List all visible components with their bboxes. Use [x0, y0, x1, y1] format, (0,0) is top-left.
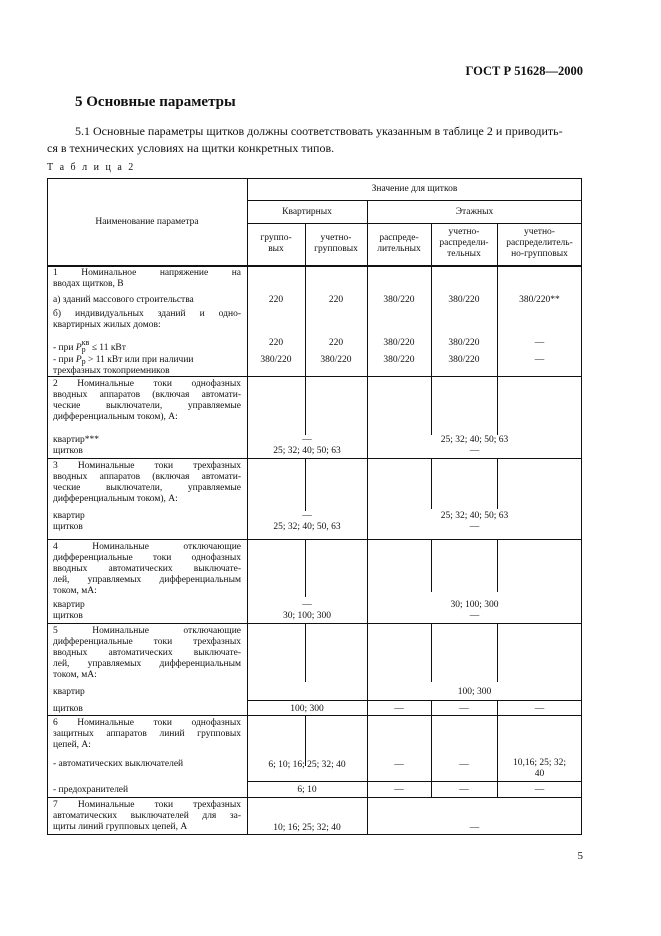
row3-flat-value: — [302, 511, 312, 521]
table-divider [431, 624, 432, 682]
table-divider [431, 459, 432, 509]
row5-title: дифференциальные токи трехфазных [53, 637, 241, 647]
row4-title: 4 Номинальные отключающие [53, 542, 241, 552]
row1b2-label: трехфазных токоприемников [53, 366, 170, 376]
header-col-group: группо- вых [260, 233, 292, 254]
row6-fuse-flat-value: 6; 10 [297, 785, 317, 795]
table-divider [497, 540, 498, 592]
row2-title: 2 Номинальные токи однофазных [53, 379, 241, 389]
row5-flat-value: 100; 300 [290, 704, 324, 714]
row7-title: 7 Номинальные токи трехфазных [53, 800, 241, 810]
table-border-left [47, 178, 48, 835]
row5-title: током, мА: [53, 670, 97, 680]
row1b2-value: 380/220 [448, 355, 480, 365]
table-rule [247, 200, 582, 201]
table-rule [247, 223, 582, 224]
row5-title: вводных автоматических выключате- [53, 648, 241, 658]
row6-fuse-meter-distribution-group-value: — [534, 785, 545, 795]
table-rule [247, 700, 582, 701]
row1b2-value: 380/220 [260, 355, 292, 365]
paragraph-line-1: 5.1 Основные параметры щитков должны соответствовать указанным в таблице 2 и приводить- [75, 124, 563, 138]
row1a-value: 380/220 [448, 295, 480, 305]
row5-shield-label: щитков [53, 704, 83, 714]
table-border-bottom [47, 834, 582, 835]
row1b-label: б) индивидуальных зданий и одно- [53, 309, 241, 319]
row3-title: дифференциальным током), А: [53, 494, 178, 504]
row1-title: 1 Номинальное напряжение на [53, 268, 241, 278]
row4-shield-label: щитков [53, 611, 83, 621]
row1a-value: 220 [328, 295, 344, 305]
table-rule [47, 715, 582, 716]
row5-title: лей, управляемых дифференциальным [53, 659, 241, 669]
row3-flat-value: 25; 32; 40; 50, 63 [273, 522, 341, 532]
table-divider [497, 624, 498, 682]
row1b2-value: — [534, 355, 545, 365]
row3-title: ческие выключатели, управляемые [53, 483, 241, 493]
row6-auto-meter-distribution-group-value: 10,16; 25; 32; 40 [512, 758, 567, 779]
document-code: ГОСТ Р 51628—2000 [465, 64, 583, 78]
page-number: 5 [577, 850, 583, 862]
row5-meter-distribution-value: — [459, 704, 469, 714]
row2-flat-label: квартир*** [53, 435, 100, 445]
table-divider [431, 377, 432, 435]
table-divider [305, 377, 306, 435]
table-rule [47, 623, 582, 624]
parameters-table [47, 178, 582, 835]
row4-title: током, мА: [53, 586, 97, 596]
row1b2-label: - при $P_р > 11$ кВт или при наличии [53, 355, 194, 366]
row1-title: вводах щитков, В [53, 279, 124, 289]
header-col-meter-distribution: учетно- распредели- тельных [439, 227, 489, 259]
row7-title: щиты линий групповых цепей, А [53, 822, 188, 832]
row4-flat-label: квартир [53, 600, 85, 610]
table-divider [305, 716, 306, 766]
row4-floor-value: 30; 100; 300 [450, 600, 499, 610]
row1b1-value: 380/220 [383, 338, 415, 348]
table-rule [47, 265, 582, 267]
row4-flat-value: 30; 100; 300 [282, 611, 332, 621]
row5-meter-distribution-group-value: — [534, 704, 545, 714]
table-border-top [47, 178, 582, 179]
row1b1-value: 220 [268, 338, 284, 348]
row2-flat-value: 25; 32; 40; 50; 63 [273, 446, 341, 456]
row1b2-value: 380/220 [320, 355, 352, 365]
row1a-value: 380/220** [519, 295, 560, 305]
row3-floor-value: 25; 32; 40; 50; 63 [440, 511, 509, 521]
row1b1-value: 220 [328, 338, 344, 348]
row5-flat-label: квартир [53, 687, 85, 697]
row1b1-label: - при $P_р^{кв} \le 11$ кВт [53, 338, 126, 354]
row4-title: лей, управляемых дифференциальным [53, 575, 241, 585]
header-value-for-shields: Значение для щитков [371, 184, 458, 194]
table-rule [247, 781, 582, 782]
row1b-label: квартирных жилых домов: [53, 320, 161, 330]
row2-floor-value: — [469, 446, 480, 456]
row4-floor-value: — [469, 611, 480, 621]
table-rule [47, 539, 582, 540]
row1b1-value: 380/220 [448, 338, 480, 348]
row4-title: дифференциальные токи однофазных [53, 553, 241, 563]
table-divider [431, 540, 432, 592]
row6-fuse-meter-distribution-value: — [459, 785, 469, 795]
row6-title: 6 Номинальные токи однофазных [53, 718, 241, 728]
row6-auto-meter-distribution-value: — [459, 760, 469, 770]
row6-auto-flat-value: 6; 10; 16; 25; 32; 40 [268, 760, 346, 770]
row6-title: защитных аппаратов линий групповых [53, 729, 241, 739]
row4-title: вводных автоматических выключате- [53, 564, 241, 574]
row2-title: ческие выключатели, управляемые [53, 401, 241, 411]
row3-floor-value: — [469, 522, 480, 532]
row6-fuse-label: - предохранителей [53, 785, 129, 795]
header-col-distribution: распреде- лительных [377, 233, 421, 254]
row1b1-value: — [534, 338, 545, 348]
table-rule [47, 797, 582, 798]
row7-floor-value: — [469, 823, 480, 833]
row3-shield-label: щитков [53, 522, 83, 532]
row1a-value: 380/220 [383, 295, 415, 305]
header-floor-shields: Этажных [455, 207, 494, 217]
row6-fuse-distribution-value: — [394, 785, 404, 795]
table-rule [47, 458, 582, 459]
row5-title: 5 Номинальные отключающие [53, 626, 241, 636]
header-col-meter-distribution-group: учетно- распределитель- но-групповых [506, 227, 573, 259]
header-flat-shields: Квартирных [282, 207, 332, 217]
section-title: 5 Основные параметры [75, 94, 236, 110]
row7-title: автоматических выключателей для за- [53, 811, 241, 821]
row1a-value: 220 [268, 295, 284, 305]
section-paragraph [47, 123, 584, 157]
table-divider [247, 178, 248, 835]
table-divider [305, 540, 306, 597]
row2-flat-value: — [302, 435, 312, 445]
row1b2-value: 380/220 [383, 355, 415, 365]
row1a-label: а) зданий массового строительства [53, 295, 194, 305]
row3-title: вводных аппаратов (включая автомати- [53, 472, 241, 482]
table-label: Т а б л и ц а 2 [47, 162, 136, 173]
table-divider [497, 459, 498, 509]
row3-title: 3 Номинальные токи трехфазных [53, 461, 241, 471]
row2-shield-label: щитков [53, 446, 83, 456]
paragraph-line-2: ся в технических условиях на щитки конкретных типов. [47, 141, 335, 155]
row2-title: вводных аппаратов (включая автомати- [53, 390, 241, 400]
row7-flat-value: 10; 16; 25; 32; 40 [273, 823, 341, 833]
table-divider [305, 459, 306, 511]
row6-auto-label: - автоматических выключателей [53, 759, 184, 769]
row5-distribution-value: — [394, 704, 404, 714]
row4-flat-value: — [302, 600, 312, 610]
row2-title: дифференциальным током), А: [53, 412, 178, 422]
row6-title: цепей, А: [53, 740, 91, 750]
table-divider [305, 624, 306, 682]
row6-auto-distribution-value: — [394, 760, 404, 770]
header-col-meter-group: учетно- групповых [314, 233, 358, 254]
table-border-right [581, 178, 582, 835]
row2-floor-value: 25; 32; 40; 50; 63 [440, 435, 509, 445]
row5-floor-value: 100; 300 [457, 687, 492, 697]
header-param-name: Наименование параметра [95, 217, 199, 227]
row3-flat-label: квартир [53, 511, 85, 521]
table-divider [497, 377, 498, 435]
